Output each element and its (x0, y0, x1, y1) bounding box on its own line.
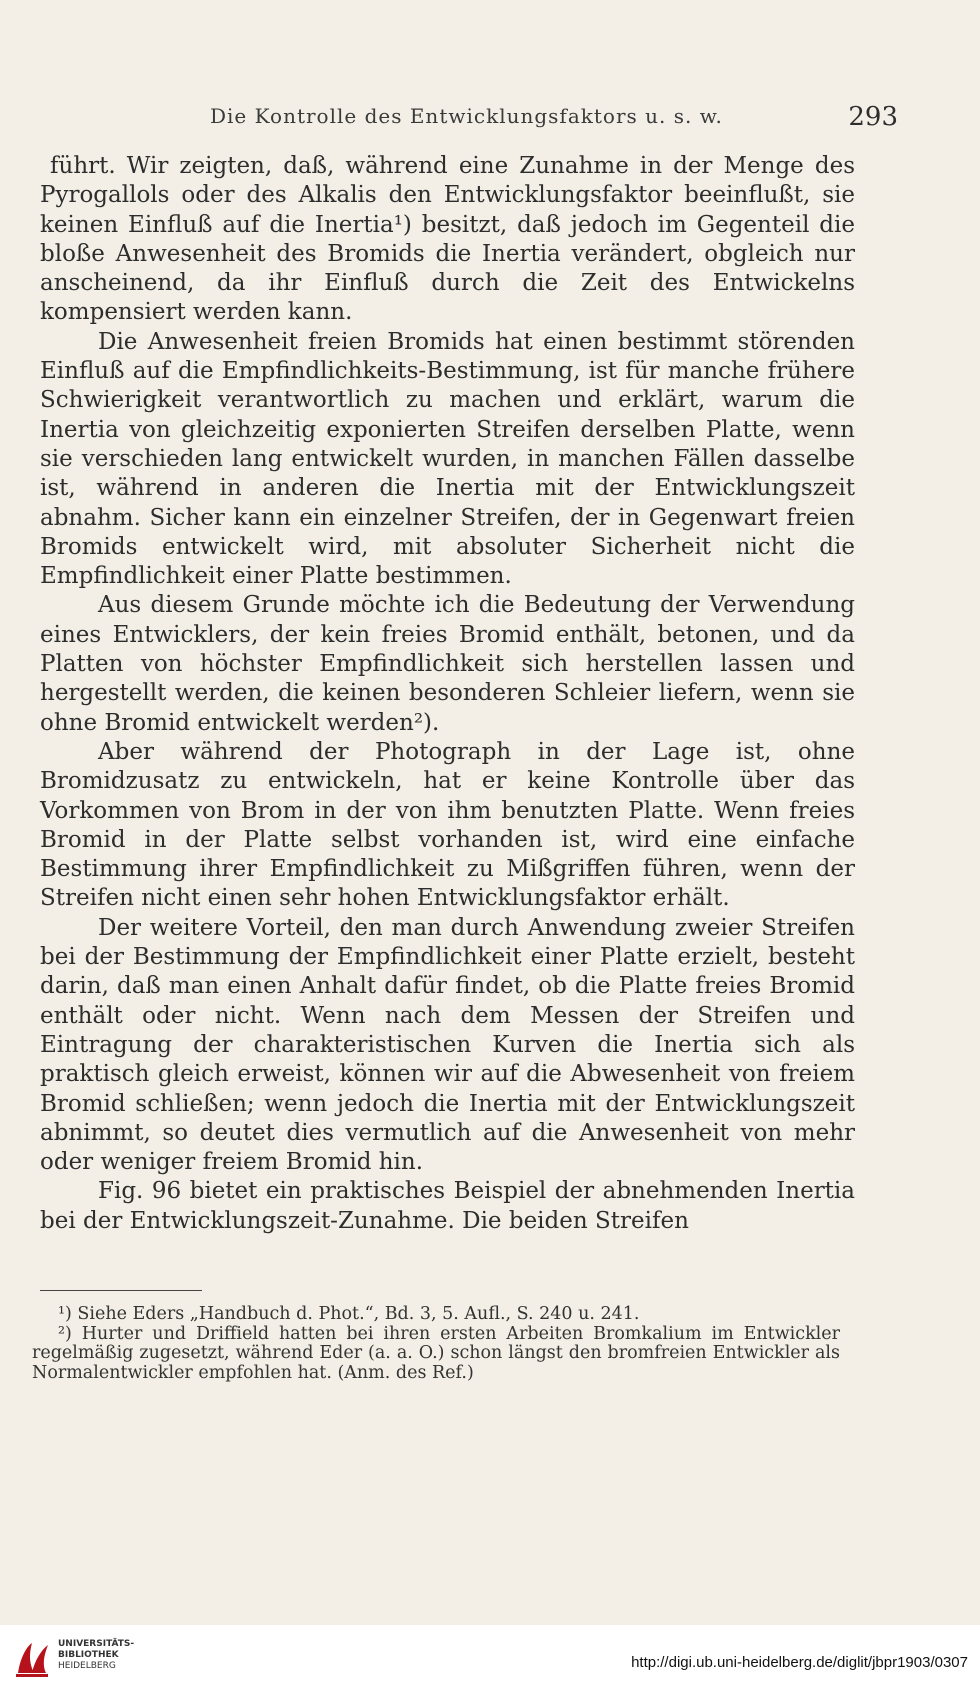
running-title: Die Kontrolle des Entwicklungsfaktors u. s. w. (210, 104, 723, 128)
body-text (40, 152, 855, 1236)
paragraph: Der weitere Vorteil, den man durch Anwendung zweier Streifen bei der Bestimmung der Empfindlichkeit einer Platte erzielt, besteht darin, daß man einen Anhalt dafür findet, ob die Platte freies Bromid enthält oder nicht. Wenn nach dem Messen der Streifen und Eintragung der charakteristischen Kurven die Inertia sich als praktisch gleich erweist, können wir auf die Abwesenheit von freiem Bromid schließen; wenn jedoch die Inertia mit der Entwicklungszeit abnimmt, so deutet dies vermutlich auf die Anwesenheit von mehr oder weniger freiem Bromid hin. (40, 914, 855, 1176)
paragraph: Aber während der Photograph in der Lage ist, ohne Bromidzusatz zu entwickeln, hat er keine Kontrolle über das Vorkommen von Brom in der von ihm benutzten Platte. Wenn freies Bromid in der Platte selbst vorhanden ist, wird eine einfache Bestimmung ihrer Empfindlichkeit zu Mißgriffen führen, wenn der Streifen nicht einen sehr hohen Entwicklungsfaktor erhält. (40, 738, 855, 912)
library-name-line: BIBLIOTHEK (58, 1650, 119, 1660)
footnote: ²) Hurter und Driffield hatten bei ihren ersten Arbeiten Bromkalium im Entwickler regelmäßig zugesetzt, während Eder (a. a. O.) schon längst den bromfreien Entwickler als Normalentwickler empfohlen hat. (Anm. des Ref.) (32, 1323, 840, 1383)
library-name (58, 1639, 134, 1672)
paragraph: führt. Wir zeigten, daß, während eine Zunahme in der Menge des Pyrogallols oder des Alkalis den Entwicklungsfaktor beeinflußt, sie keinen Einfluß auf die Inertia¹) besitzt, daß jedoch im Gegenteil die bloße Anwesenheit des Bromids die Inertia verändert, obgleich nur anscheinend, da ihr Einfluß durch die Zeit des Entwickelns kompensiert werden kann. (40, 153, 855, 326)
page-number: 293 (848, 102, 898, 132)
paragraph: Aus diesem Grunde möchte ich die Bedeutung der Verwendung eines Entwicklers, der kein freies Bromid enthält, betonen, und da Platten von höchster Empfindlichkeit sich herstellen lassen und hergestellt werden, die keinen besonderen Schleier liefern, wenn sie ohne Bromid entwickelt werden²). (40, 592, 855, 736)
footnote: ¹) Siehe Eders „Handbuch d. Phot.“, Bd. 3, 5. Aufl., S. 240 u. 241. (58, 1304, 640, 1324)
library-name-line: UNIVERSITÄTS- (58, 1639, 135, 1649)
source-url-link[interactable]: http://digi.ub.uni-heidelberg.de/diglit/jbpr1903/0307 (631, 1654, 968, 1671)
footnotes (32, 1305, 840, 1383)
paragraph: Die Anwesenheit freien Bromids hat einen bestimmt störenden Einfluß auf die Empfindlichkeits-Bestimmung, ist für manche frühere Schwierigkeit verantwortlich zu machen und erklärt, warum die Inertia von gleichzeitig exponierten Streifen derselben Platte, wenn sie verschieden lang entwickelt wurden, in manchen Fällen dasselbe ist, während in anderen die Inertia mit der Entwicklungszeit abnahm. Sicher kann ein einzelner Streifen, der in Gegenwart freien Bromids entwickelt wird, mit absoluter Sicherheit nicht die Empfindlichkeit einer Platte bestimmen. (40, 328, 855, 590)
paragraph: Fig. 96 bietet ein praktisches Beispiel der abnehmenden Inertia bei der Entwicklungszeit-Zunahme. Die beiden Streifen (40, 1178, 855, 1234)
library-name-line: HEIDELBERG (58, 1661, 116, 1671)
footnote-divider (40, 1290, 202, 1291)
heidelberg-library-logo-icon (10, 1637, 54, 1681)
